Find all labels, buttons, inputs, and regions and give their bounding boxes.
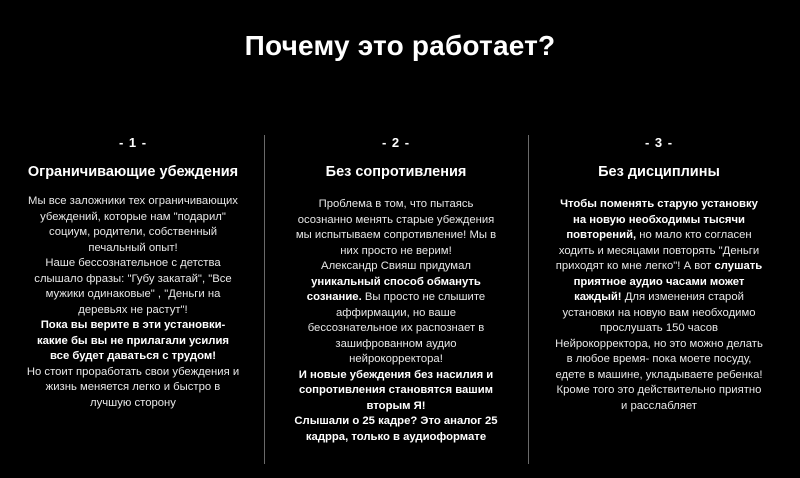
body-text: Для изменения старой установки на новую вам необходимо прослушать 150 часов Нейрокорректора, но это можно делать в любое время- пока моете посуду, едете в машине, укладываете ребенка! Кроме того это действительно приятно и расслабляет <box>555 291 763 412</box>
bold-text: И новые убеждения без насилия и сопротивления становятся вашим вторым Я! <box>298 368 494 412</box>
body-paragraph: Наше бессознательное с детства слышало фразы: "Губу закатай", "Все мужики одинаковые" , "Деньги на деревьях не растут"! <box>34 257 232 316</box>
column-body <box>26 194 240 411</box>
reason-column-3 <box>552 135 766 414</box>
bold-text: Чтобы поменять старую установку на новую необходимы тысячи повторений, <box>560 198 758 241</box>
column-number: - 3 - <box>644 135 674 150</box>
column-divider <box>264 135 265 464</box>
body-paragraph <box>552 197 766 414</box>
body-paragraph <box>290 414 502 445</box>
body-paragraph <box>290 368 502 415</box>
bold-text: Пока вы верите в эти установки- какие бы вы не прилагали усилия все будет даваться с трудом! <box>36 319 229 362</box>
body-text: Вы просто не слышите аффирмации, но ваше бессознательное их распознает в зашифрованном аудио нейрокорректора! <box>307 291 486 365</box>
body-paragraph: Мы все заложники тех ограничивающих убеждений, которые нам "подарил" социум, родители, собственный печальный опыт! <box>28 195 238 254</box>
column-body <box>552 197 766 414</box>
reasons-columns <box>0 135 800 465</box>
reason-column-2 <box>290 135 502 445</box>
body-paragraph: Проблема в том, что пытаясь осознанно менять старые убеждения мы испытываем сопротивление! Мы в них просто не верим! <box>295 198 497 257</box>
column-number: - 1 - <box>118 135 148 150</box>
column-heading: Без дисциплины <box>598 164 720 180</box>
reason-column-1 <box>26 135 240 411</box>
body-paragraph <box>26 318 240 365</box>
column-divider <box>528 135 529 464</box>
body-text: но мало кто согласен ходить и месяцами повторять "Деньги приходят ко мне легко"! А вот <box>555 229 760 272</box>
column-number: - 2 - <box>381 135 411 150</box>
bold-text: уникальный способ обмануть сознание. <box>306 275 481 303</box>
body-text: Александр Свияш придумал <box>321 260 471 272</box>
body-paragraph: Но стоит проработать свои убеждения и жизнь меняется легко и быстро в лучшую сторону <box>26 365 240 409</box>
bold-text: слушать приятное аудио часами может каждый! <box>573 260 763 303</box>
bold-text: Слышали о 25 кадре? Это аналог 25 кадрра, только в аудиоформате <box>294 415 498 443</box>
column-heading: Ограничивающие убеждения <box>27 164 239 180</box>
column-body <box>290 197 502 445</box>
page-title: Почему это работает? <box>244 30 556 61</box>
body-paragraph <box>290 259 502 368</box>
column-heading: Без сопротивления <box>325 164 467 180</box>
